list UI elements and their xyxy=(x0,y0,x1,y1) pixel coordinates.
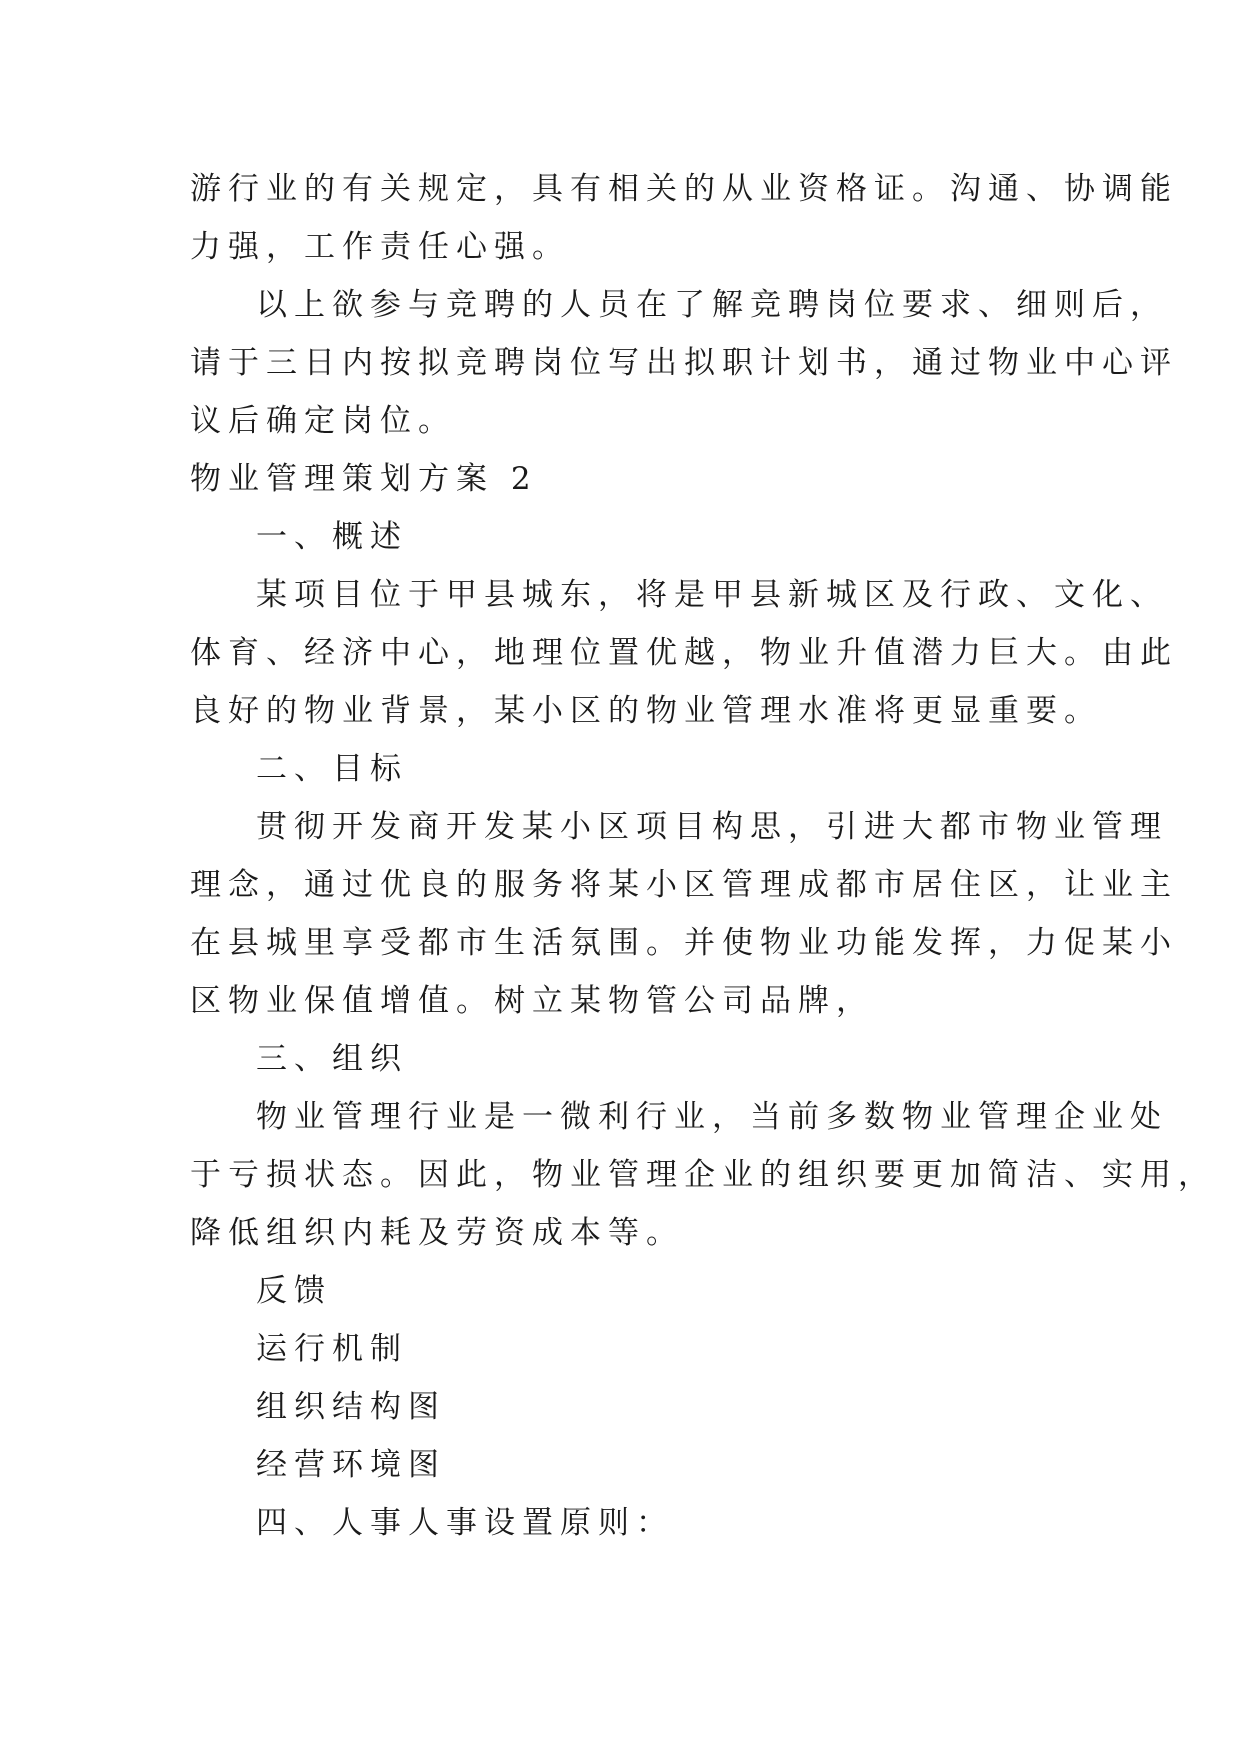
text-line: 组织结构图 xyxy=(256,1389,446,1425)
text-line: 区物业保值增值。树立某物管公司品牌， xyxy=(190,983,874,1019)
text-line: 反馈 xyxy=(256,1273,332,1309)
text-line: 四、人事人事设置原则： xyxy=(256,1505,674,1541)
document-body xyxy=(190,160,1216,1552)
text-line: 游行业的有关规定，具有相关的从业资格证。沟通、协调能 xyxy=(190,171,1178,207)
text-line: 物业管理行业是一微利行业，当前多数物业管理企业处 xyxy=(256,1099,1168,1135)
text-line: 体育、经济中心，地理位置优越，物业升值潜力巨大。由此 xyxy=(190,635,1178,671)
text-line: 于亏损状态。因此，物业管理企业的组织要更加简洁、实用， xyxy=(190,1157,1216,1193)
text-line: 运行机制 xyxy=(256,1331,408,1367)
text-line: 经营环境图 xyxy=(256,1447,446,1483)
text-line: 以上欲参与竞聘的人员在了解竞聘岗位要求、细则后， xyxy=(256,287,1168,323)
text-line: 三、组织 xyxy=(256,1041,408,1077)
text-line: 贯彻开发商开发某小区项目构思，引进大都市物业管理 xyxy=(256,809,1168,845)
text-line: 在县城里享受都市生活氛围。并使物业功能发挥，力促某小 xyxy=(190,925,1178,961)
text-line: 请于三日内按拟竞聘岗位写出拟职计划书，通过物业中心评 xyxy=(190,345,1178,381)
text-line: 理念，通过优良的服务将某小区管理成都市居住区，让业主 xyxy=(190,867,1178,903)
text-line: 二、目标 xyxy=(256,751,408,787)
text-line: 一、概述 xyxy=(256,519,408,555)
text-line: 降低组织内耗及劳资成本等。 xyxy=(190,1215,684,1251)
text-line: 物业管理策划方案 2 xyxy=(190,461,538,497)
text-line: 力强，工作责任心强。 xyxy=(190,229,570,265)
text-line: 良好的物业背景，某小区的物业管理水准将更显重要。 xyxy=(190,693,1102,729)
text-line: 议后确定岗位。 xyxy=(190,403,456,439)
text-line: 某项目位于甲县城东，将是甲县新城区及行政、文化、 xyxy=(256,577,1168,613)
